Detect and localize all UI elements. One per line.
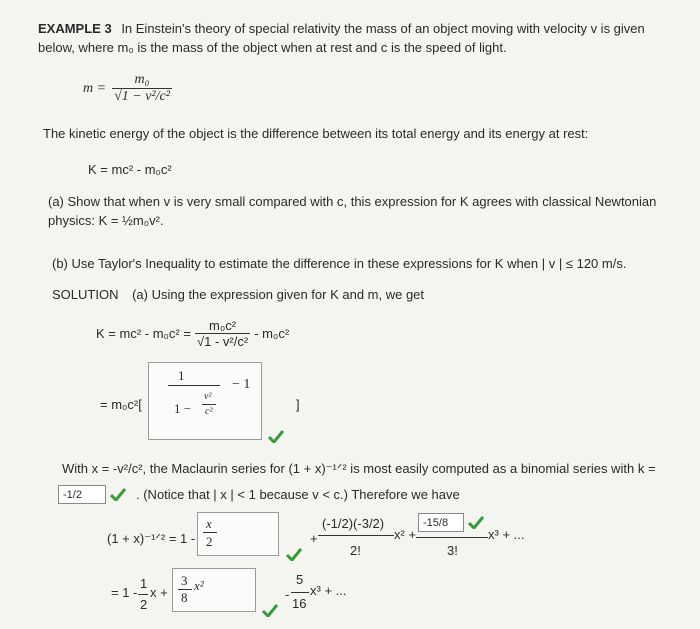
derivation-numerator: m₀c²	[209, 318, 237, 333]
solution-label: SOLUTION	[52, 287, 119, 302]
derivation-line-1	[96, 318, 289, 349]
part-b-text: (b) Use Taylor's Inequality to estimate the difference in these expressions for K when | v | ≤ 120 m/s.	[52, 256, 627, 271]
derivation-prefix: = m₀c²[	[100, 397, 142, 412]
series-lhs: (1 + x)⁻¹ᐟ² = 1 -	[107, 531, 196, 546]
check-icon	[110, 488, 126, 501]
last-tail: x³ + ...	[310, 583, 347, 598]
check-icon	[262, 604, 278, 617]
mass-denominator: √1 − v²/c²	[114, 89, 170, 104]
box-c-squared: c²	[205, 406, 213, 417]
maclaurin-line-1: With x = -v²/c², the Maclaurin series for (1 + x)⁻¹ᐟ² is most easily computed as a binomial series with k =	[62, 461, 656, 476]
solution-text: (a) Using the expression given for K and m, we get	[132, 287, 425, 302]
intro-text-1: In Einstein's theory of special relativity the mass of an object moving with velocity v is given	[121, 21, 645, 36]
series2-prefix: = 1 -	[111, 585, 138, 600]
box2-power: x²	[194, 578, 204, 593]
check-icon	[268, 430, 284, 443]
box1-numerator: x	[206, 516, 212, 531]
box2-numerator: 3	[181, 573, 188, 588]
series2-x-plus: x +	[150, 585, 168, 600]
term2-power: x² +	[394, 527, 417, 542]
term2-bar	[318, 535, 394, 536]
intro-text-2: below, where m₀ is the mass of the object when at rest and c is the speed of light.	[38, 40, 507, 55]
k-answer-field[interactable]: -1/2	[58, 485, 106, 504]
example-label: EXAMPLE 3	[38, 21, 112, 36]
close-bracket: ]	[296, 397, 300, 412]
box-minus-one: − 1	[232, 377, 251, 392]
mass-formula	[83, 72, 172, 105]
kinetic-text: The kinetic energy of the object is the difference between its total energy and its energy at rest:	[43, 126, 589, 141]
solution-line	[52, 287, 424, 302]
derivation-denominator: √1 - v²/c²	[196, 334, 249, 349]
half-numerator: 1	[140, 576, 148, 591]
term3-denominator: 3!	[447, 543, 458, 558]
intro-line-1	[38, 21, 645, 36]
term2-numerator: (-1/2)(-3/2)	[322, 516, 385, 531]
check-icon	[286, 548, 302, 561]
check-icon	[468, 516, 484, 529]
box-inner-bar	[202, 404, 216, 405]
term3-bar	[416, 537, 488, 538]
last-bar	[291, 592, 309, 593]
part-a-line-2: physics: K = ½m₀v².	[48, 213, 164, 228]
half-denominator: 2	[140, 597, 148, 612]
box2-denominator: 8	[181, 590, 188, 605]
series-plus: +	[310, 531, 318, 546]
half-bar	[138, 594, 148, 595]
last-sign: -	[285, 587, 290, 602]
box-denominator-one: 1 −	[174, 401, 192, 416]
derivation-lhs: K = mc² - m₀c² =	[96, 326, 191, 341]
box-numerator: 1	[178, 368, 185, 383]
term2-denominator: 2!	[350, 543, 361, 558]
box1-bar	[203, 532, 217, 533]
box-v-squared: v²	[204, 391, 212, 402]
last-denominator: 16	[292, 596, 307, 611]
term3-answer-field[interactable]: -15/8	[418, 513, 464, 532]
box-fraction-bar	[168, 385, 220, 386]
term3-tail: x³ + ...	[488, 527, 525, 542]
kinetic-formula: K = mc² - m₀c²	[88, 162, 172, 177]
last-numerator: 5	[296, 572, 304, 587]
derivation-tail: - m₀c²	[254, 326, 290, 341]
box1-denominator: 2	[206, 534, 213, 549]
mass-numerator: m₀	[134, 72, 150, 87]
maclaurin-line-2: . (Notice that | x | < 1 because v < c.) Therefore we have	[136, 487, 460, 502]
mass-lhs: m =	[83, 80, 107, 96]
part-a-line-1: (a) Show that when v is very small compared with c, this expression for K agrees with classical Newtonian	[48, 194, 657, 209]
